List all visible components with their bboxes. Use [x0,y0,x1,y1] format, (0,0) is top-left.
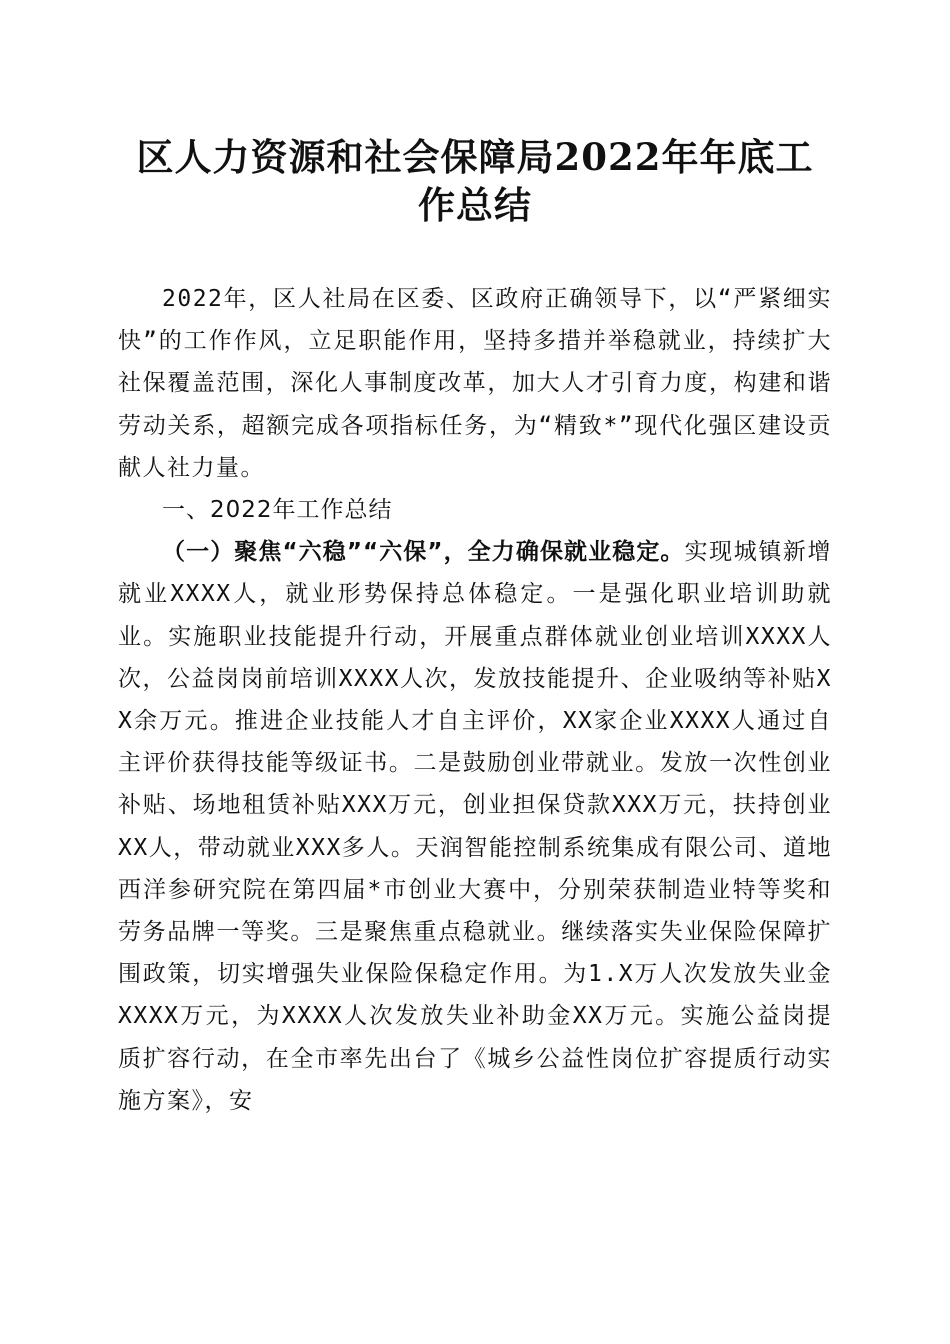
subsection-body: 实现城镇新增就业XXXX人，就业形势保持总体稳定。一是强化职业培训助就业。实施职业技能提升行动，开展重点群体就业创业培训XXXX人次，公益岗岗前培训XXXX人次，发放技能提升、企业吸纳等补贴XX余万元。推进企业技能人才自主评价，XX家企业XXXX人通过自主评价获得技能等级证书。二是鼓励创业带就业。发放一次性创业补贴、场地租赁补贴XXX万元，创业担保贷款XXX万元，扶持创业XX人，带动就业XXX多人。天润智能控制系统集成有限公司、道地西洋参研究院在第四届*市创业大赛中，分别荣获制造业特等奖和劳务品牌一等奖。三是聚焦重点稳就业。继续落实失业保险保障扩围政策，切实增强失业保险保稳定作用。为1.X万人次发放失业金XXXX万元，为XXXX人次发放失业补助金XX万元。实施公益岗提质扩容行动，在全市率先出台了《城乡公益性岗位扩容提质行动实施方案》，安 [118,539,832,1114]
intro-paragraph: 2022年，区人社局在区委、区政府正确领导下，以“严紧细实快”的工作作风，立足职能作用，坚持多措并举稳就业，持续扩大社保覆盖范围，深化人事制度改革，加大人才引育力度，构建和谐劳动关系，超额完成各项指标任务，为“精致*”现代化强区建设贡献人社力量。 [118,286,832,481]
document-title: 区人力资源和社会保障局2022年年底工作总结 [136,135,814,227]
section-heading: 一、2022年工作总结 [162,497,393,524]
subsection-heading: （一）聚焦“六稳”“六保”，全力确保就业稳定。 [162,539,685,566]
document-body [118,278,832,1122]
subsection-paragraph [118,531,832,1122]
